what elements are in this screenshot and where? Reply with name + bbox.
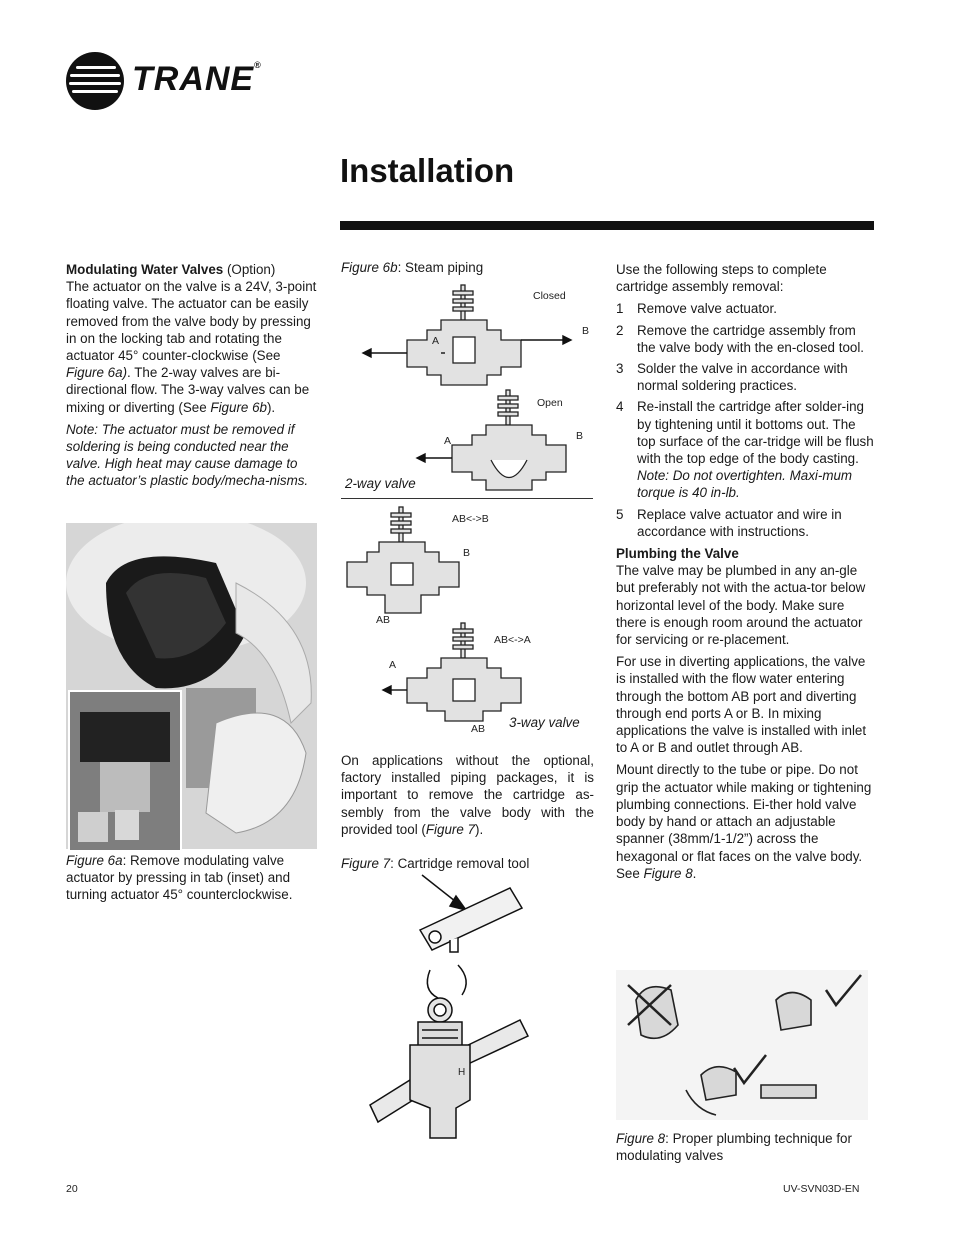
label-port-ab-1: AB [376,614,391,626]
figure-6b-caption: Figure 6b: Steam piping [341,260,484,275]
trane-logo [66,52,266,110]
removal-steps [616,300,874,540]
figure-8-diagram [616,970,868,1120]
label-port-b-open: B [576,430,584,442]
label-port-b-3way: B [463,547,471,559]
list-item: 2 Remove the cartridge assembly from the valve body with the en-closed tool. [616,322,865,355]
label-3-way-valve: 3-way valve [509,715,580,730]
plumbing-para-2: For use in diverting applications, the valve is installed with the flow water entering through the bottom AB port and diverting through end ports A or B. In mixing applications the valve is installed with inlet to A or B and outlet through AB. [616,654,867,756]
trane-logo-mark [66,52,124,110]
figure-6a-inset [68,690,182,852]
figure-7-diagram [360,870,540,1145]
label-port-a-closed: A [432,335,440,347]
label-ab-a: AB<->A [494,634,531,646]
page-number: 20 [66,1183,78,1195]
figure-6b-divider [341,498,593,499]
label-port-ab-2: AB [471,723,486,735]
modulating-valves-para: Modulating Water Valves (Option) The actuator on the valve is a 24V, 3-point floating valve. The actuator can be easily removed from the valve body by pressing in on the locking tab and rotating the actuator 45° counter-clockwise (See Figure 6a). The 2-way valves are bi-directional flow. The 3-way valves can be mixing or diverting (See Figure 6b). [66,262,317,415]
trane-logo-wordmark: TRANE® [132,60,262,98]
cartridge-removal-para: On applications without the optional, factory installed piping packages, it is important to remove the cartridge as-sembly from the valve body with the provided tool (Figure 7). [341,753,594,837]
steps-intro: Use the following steps to complete cartridge assembly removal: [616,262,827,295]
label-ab-b: AB<->B [452,513,489,525]
list-item: 3 Solder the valve in accordance with normal soldering practices. [616,361,848,394]
column-left [66,261,318,495]
figure-8-caption: Figure 8: Proper plumbing technique for modulating valves [616,1131,852,1164]
label-2-way-valve: 2-way valve [345,476,416,491]
column-right [616,261,874,887]
label-closed: Closed [533,290,566,302]
soldering-note: Note: The actuator must be removed if soldering is being conducted near the valve. High heat may cause damage to the actuator’s plastic body/mecha-nisms. [66,421,309,489]
list-item: 5 Replace valve actuator and wire in accordance with instructions. [616,506,842,539]
label-port-b-closed: B [582,325,590,337]
title-rule [340,221,874,230]
page-title: Installation [340,152,515,189]
figure-6b-diagram [341,275,595,745]
list-item: 4 Re-install the cartridge after solder-ing by tightening until it bottoms out. The top surface of the car-tridge will be flush with the top edge of the body casting. Note: Do not overtighten. Maxi-mum torque is 40 in-lb. [616,399,874,501]
document-code: UV-SVN03D-EN [783,1183,860,1195]
list-item: 1 Remove valve actuator. [616,301,777,317]
label-port-a-3way: A [389,659,397,671]
label-open: Open [537,397,563,409]
plumbing-para-1: Plumbing the Valve The valve may be plumbed in any an-gle but preferably not with the actua-tor below horizontal level of the body. Make sure there is enough room around the actuator for servicing or re-placement. [616,546,866,648]
label-port-a-open: A [444,435,452,447]
svg-text:H: H [458,1067,466,1078]
plumbing-para-3: Mount directly to the tube or pipe. Do not grip the actuator while making or tightening plumbing connections. Ei-ther hold valve body by hand or attach an adjustable spanner (38mm/1-1/2”) across the hexagonal or flat faces on the valve body. See Figure 8. [616,762,872,881]
figure-7-caption: Figure 7: Cartridge removal tool [341,856,530,871]
figure-6a-caption: Figure 6a: Remove modulating valve actuator by pressing in tab (inset) and turning actuator 45° counterclockwise. [66,853,293,903]
